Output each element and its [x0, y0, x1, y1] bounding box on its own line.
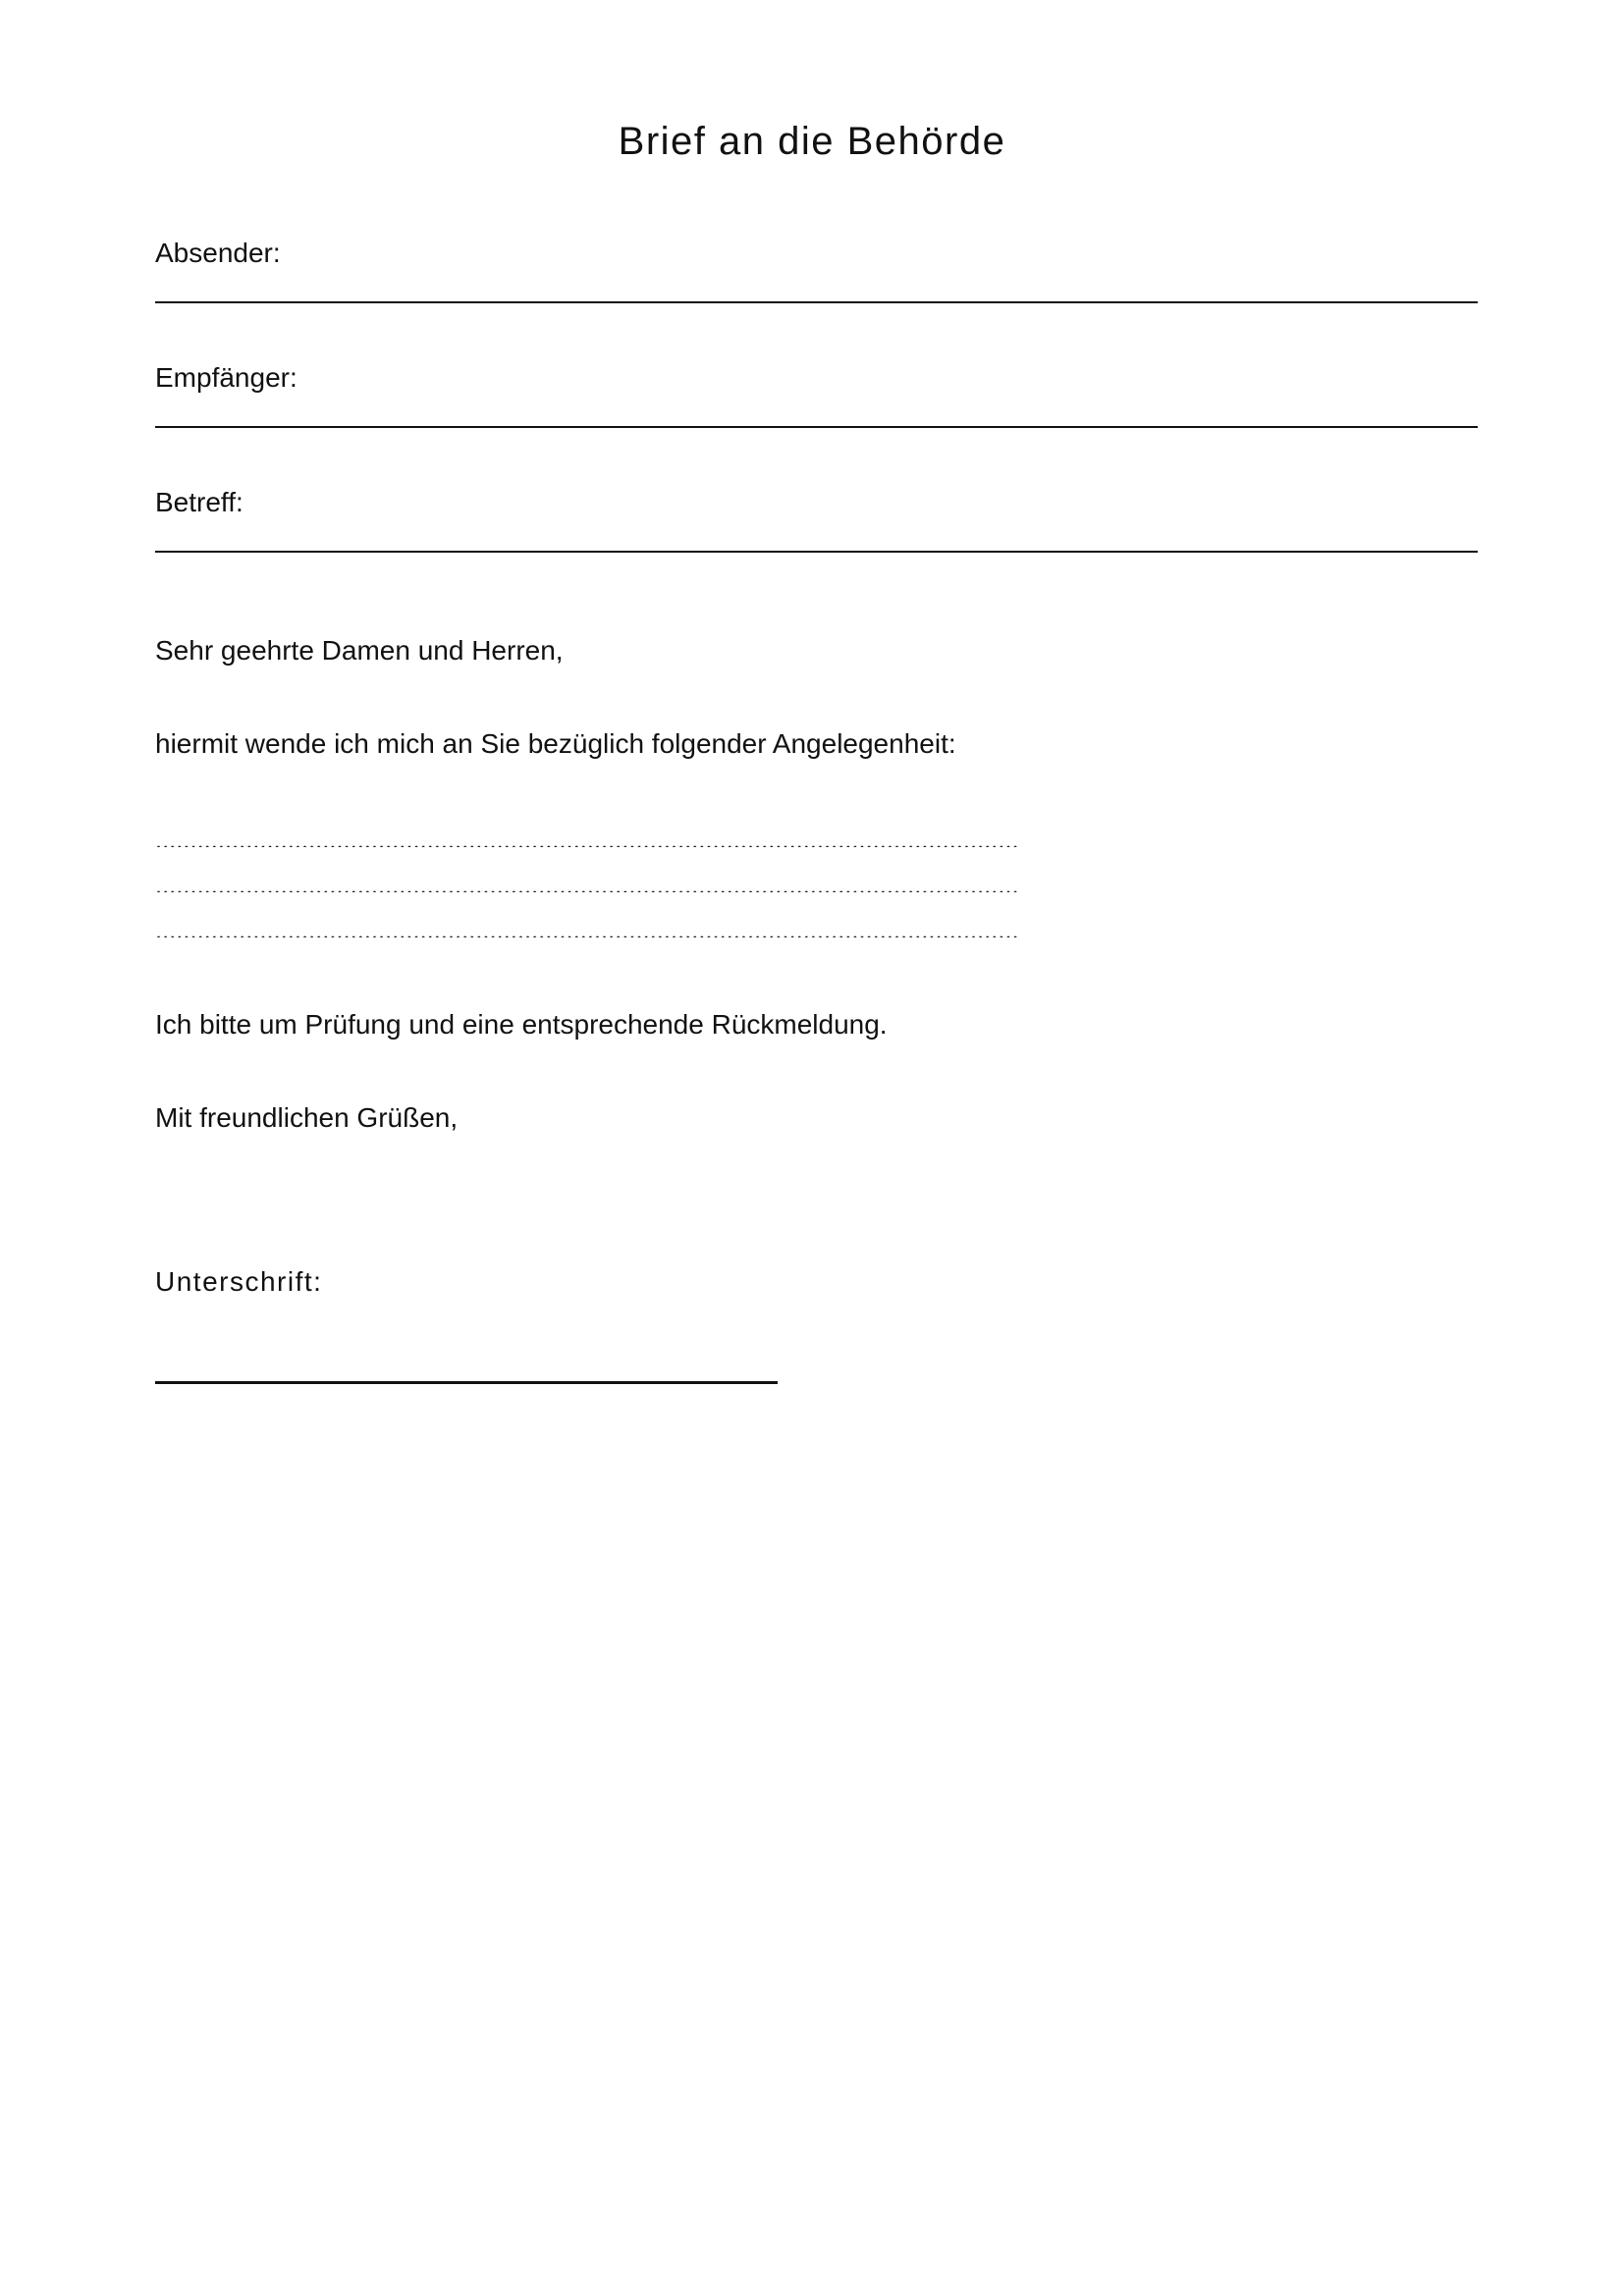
- recipient-line[interactable]: [155, 426, 1478, 428]
- request-text: Ich bitte um Prüfung und eine entsprechende Rückmeldung.: [155, 1009, 888, 1040]
- intro-text: hiermit wende ich mich an Sie bezüglich folgender Angelegenheit:: [155, 728, 956, 759]
- sender-label: Absender:: [155, 238, 281, 268]
- subject-line[interactable]: [155, 551, 1478, 553]
- sender-line[interactable]: [155, 301, 1478, 303]
- subject-label: Betreff:: [155, 487, 244, 517]
- page-title: Brief an die Behörde: [618, 120, 1006, 163]
- salutation-text: Sehr geehrte Damen und Herren,: [155, 635, 564, 666]
- signature-line[interactable]: [155, 1381, 778, 1384]
- signature-label: Unterschrift:: [155, 1266, 323, 1297]
- recipient-label: Empfänger:: [155, 362, 298, 393]
- dotted-line-1[interactable]: [155, 845, 1019, 847]
- dotted-line-3[interactable]: [155, 935, 1019, 937]
- dotted-line-2[interactable]: [155, 890, 1019, 892]
- closing-text: Mit freundlichen Grüßen,: [155, 1102, 459, 1133]
